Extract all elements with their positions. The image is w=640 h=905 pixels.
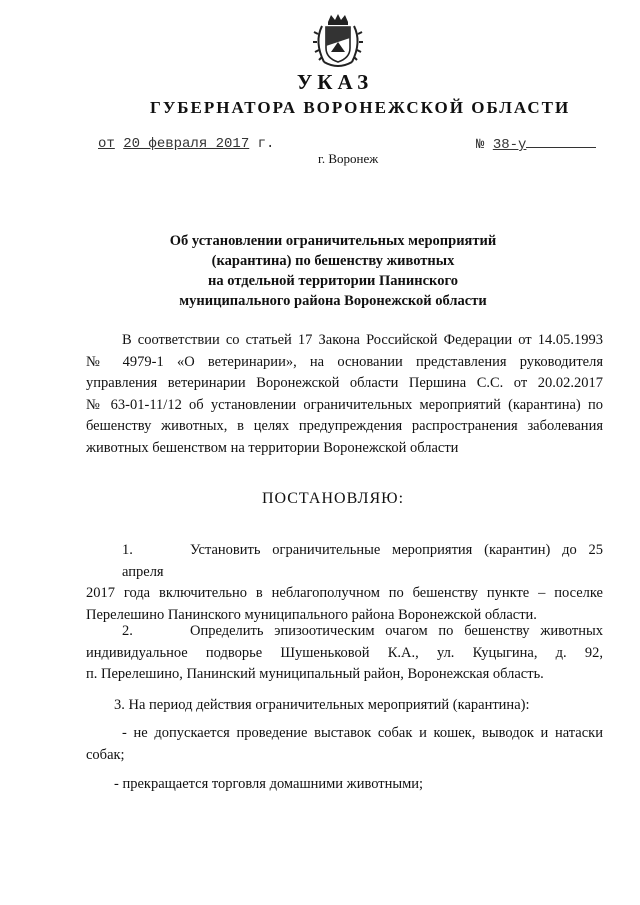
date-value: 20 февраля 2017 bbox=[123, 136, 250, 152]
item-2-first-line bbox=[86, 621, 603, 643]
item-1 bbox=[86, 540, 603, 626]
item-number: 1. bbox=[122, 542, 133, 558]
date-suffix: г. bbox=[257, 136, 275, 152]
decree-word: ПОСТАНОВЛЯЮ: bbox=[261, 490, 405, 507]
item-text: Определить эпизоотическим очагом по бешенству животных bbox=[190, 623, 603, 639]
item-text: Установить ограничительные мероприятия (карантин) до 25 апреля bbox=[122, 542, 603, 580]
preamble bbox=[86, 330, 603, 459]
item-3-sub-b: - прекращается торговля домашними животными; bbox=[114, 776, 424, 792]
title-line: Об установлении ограничительных мероприятий bbox=[169, 233, 497, 249]
item-1-first-line bbox=[86, 540, 603, 583]
title-line: на отдельной территории Панинского bbox=[208, 273, 458, 289]
date-line bbox=[98, 136, 274, 152]
number-line bbox=[476, 136, 596, 153]
number-underline bbox=[526, 136, 596, 148]
item-3-sub-a bbox=[86, 723, 603, 766]
document-title bbox=[0, 231, 640, 311]
issuer-title: ГУБЕРНАТОРА ВОРОНЕЖСКОЙ ОБЛАСТИ bbox=[150, 98, 571, 117]
sub-line: - не допускается проведение выставок собак и кошек, выводок и натаски bbox=[122, 725, 603, 741]
title-line: (карантина) по бешенству животных bbox=[211, 253, 455, 269]
preamble-line: бешенству животных, в целях предупреждения распространения заболевания bbox=[86, 418, 603, 434]
number-value: 38-у bbox=[492, 137, 527, 153]
preamble-line: животных бешенством на территории Воронежской области bbox=[86, 439, 459, 456]
document-type: УКАЗ bbox=[296, 70, 374, 94]
coat-of-arms-icon bbox=[304, 12, 372, 72]
preamble-line: № 63-01-11/12 об установлении ограничительных мероприятий (карантина) по bbox=[86, 396, 603, 413]
item-line: п. Перелешино, Панинский муниципальный район, Воронежская область. bbox=[86, 666, 544, 682]
preamble-line: В соответствии со статьей 17 Закона Российской Федерации от 14.05.1993 bbox=[122, 332, 603, 348]
title-line: муниципального района Воронежской области bbox=[179, 293, 487, 309]
item-3: 3. На период действия ограничительных мероприятий (карантина): bbox=[114, 697, 530, 713]
number-label: № bbox=[476, 137, 485, 153]
sub-line: собак; bbox=[86, 746, 125, 763]
item-line: Перелешино Панинского муниципального района Воронежской области. bbox=[86, 606, 537, 623]
item-number: 2. bbox=[122, 623, 133, 639]
city: г. Воронеж bbox=[318, 151, 379, 166]
item-line: 2017 года включительно в неблагополучном по бешенству пункте – поселке bbox=[86, 585, 603, 601]
preamble-line: № 4979-1 «О ветеринарии», на основании представления руководителя bbox=[86, 353, 603, 370]
item-line: индивидуальное подворье Шушеньковой К.А., ул. Куцыгина, д. 92, bbox=[86, 644, 603, 661]
date-label: от bbox=[98, 136, 115, 152]
preamble-line: управления ветеринарии Воронежской области Першина С.С. от 20.02.2017 bbox=[86, 375, 603, 391]
item-2 bbox=[86, 621, 603, 686]
